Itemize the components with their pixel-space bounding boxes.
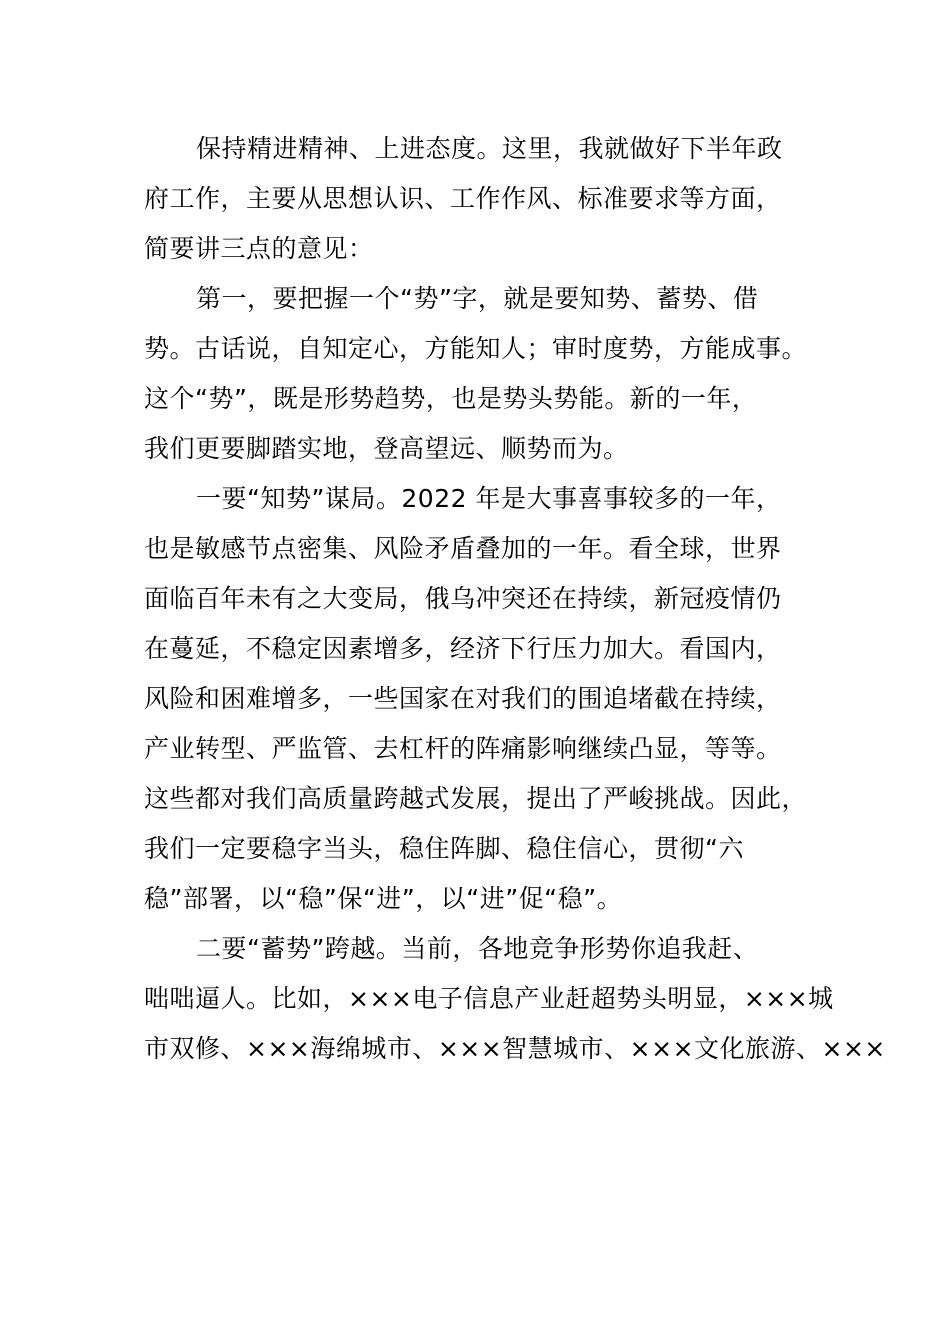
text-line: 简要讲三点的意见： xyxy=(144,234,374,263)
text-line: 保持精进精神、上进态度。这里，我就做好下半年政 xyxy=(196,134,783,163)
text-line: 一要“知势”谋局。2022 年是大事喜事较多的一年， xyxy=(196,484,782,513)
text-line: 在蔓延，不稳定因素增多，经济下行压力加大。看国内， xyxy=(144,634,782,663)
text-line: 产业转型、严监管、去杠杆的阵痛影响继续凸显，等等。 xyxy=(144,734,782,763)
text-line: 也是敏感节点密集、风险矛盾叠加的一年。看全球，世界 xyxy=(144,534,782,563)
body-text xyxy=(144,124,886,1074)
text-line: 市双修、×××海绵城市、×××智慧城市、×××文化旅游、××× xyxy=(144,1034,886,1063)
text-line: 第一，要把握一个“势”字，就是要知势、蓄势、借 xyxy=(196,284,759,313)
text-line: 稳”部署，以“稳”保“进”，以“进”促“稳”。 xyxy=(144,884,623,913)
text-line: 面临百年未有之大变局，俄乌冲突还在持续，新冠疫情仍 xyxy=(144,584,782,613)
text-line: 这个“势”，既是形势趋势，也是势头势能。新的一年， xyxy=(144,384,758,413)
text-line: 咄咄逼人。比如，×××电子信息产业赶超势头明显，×××城 xyxy=(144,984,834,1013)
text-line: 势。古话说，自知定心，方能知人；审时度势，方能成事。 xyxy=(144,334,808,363)
text-line: 风险和困难增多，一些国家在对我们的围追堵截在持续， xyxy=(144,684,782,713)
text-line: 这些都对我们高质量跨越式发展，提出了严峻挑战。因此， xyxy=(144,784,808,813)
text-line: 我们一定要稳字当头，稳住阵脚、稳住信心，贯彻“六 xyxy=(144,834,744,863)
text-line: 我们更要脚踏实地，登高望远、顺势而为。 xyxy=(144,434,629,463)
text-line: 二要“蓄势”跨越。当前，各地竞争形势你追我赶、 xyxy=(196,934,759,963)
text-line: 府工作，主要从思想认识、工作作风、标准要求等方面， xyxy=(144,184,782,213)
